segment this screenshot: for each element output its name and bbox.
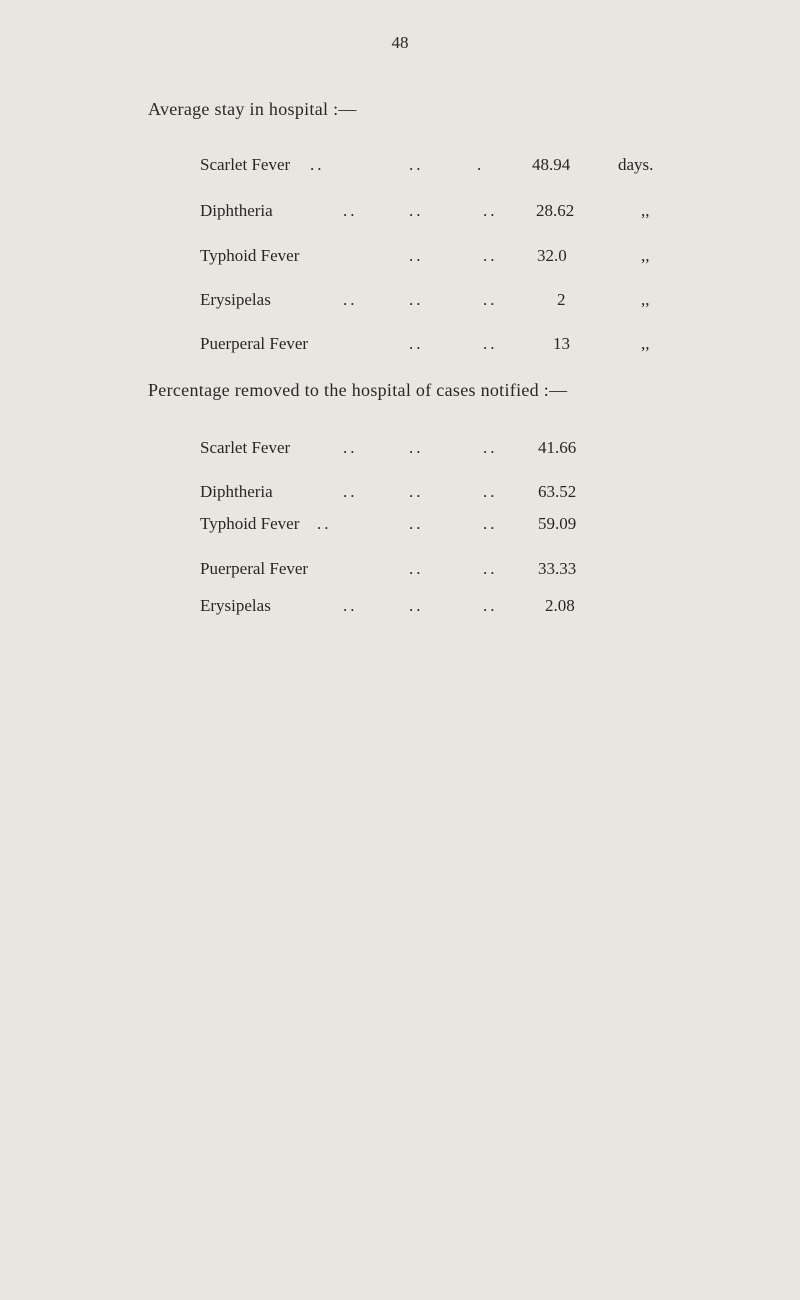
page-number: 48	[391, 33, 409, 52]
leader-dots: ..	[409, 438, 424, 457]
leader-dots: ..	[483, 246, 498, 265]
disease-label: Typhoid Fever	[200, 246, 300, 265]
stay-unit: ,,	[641, 334, 650, 353]
stay-value: 32.0	[537, 246, 567, 265]
leader-dots: ..	[409, 334, 424, 353]
leader-dots: ..	[483, 559, 498, 578]
disease-label: Erysipelas	[200, 290, 271, 309]
leader-dots: ..	[409, 514, 424, 533]
leader-dots: ..	[483, 201, 498, 220]
leader-dots: ..	[409, 482, 424, 501]
disease-label: Typhoid Fever	[200, 514, 300, 533]
disease-label: Puerperal Fever	[200, 559, 309, 578]
leader-dots: ..	[409, 246, 424, 265]
leader-dots: ..	[409, 155, 424, 174]
average-stay-heading: Average stay in hospital :—	[148, 99, 357, 119]
leader-dots: ..	[483, 438, 498, 457]
stay-value: 48.94	[532, 155, 571, 174]
disease-label: Diphtheria	[200, 201, 273, 220]
leader-dots: ..	[343, 201, 358, 220]
leader-dots: ..	[317, 514, 332, 533]
stay-value: 13	[553, 334, 570, 353]
leader-dots: .	[477, 155, 485, 174]
leader-dots: ..	[343, 596, 358, 615]
leader-dots: ..	[483, 334, 498, 353]
leader-dots: ..	[483, 290, 498, 309]
leader-dots: ..	[483, 482, 498, 501]
stay-unit: ,,	[641, 201, 650, 220]
disease-label: Scarlet Fever	[200, 438, 291, 457]
disease-label: Erysipelas	[200, 596, 271, 615]
percentage-value: 41.66	[538, 438, 577, 457]
stay-unit: ,,	[641, 246, 650, 265]
disease-label: Scarlet Fever	[200, 155, 291, 174]
stay-unit: days.	[618, 155, 654, 174]
percentage-value: 63.52	[538, 482, 577, 501]
leader-dots: ..	[409, 201, 424, 220]
leader-dots: ..	[483, 596, 498, 615]
leader-dots: ..	[409, 559, 424, 578]
percentage-value: 2.08	[545, 596, 575, 615]
leader-dots: ..	[310, 155, 325, 174]
stay-value: 2	[557, 290, 566, 309]
stay-value: 28.62	[536, 201, 575, 220]
percentage-value: 33.33	[538, 559, 577, 578]
leader-dots: ..	[343, 438, 358, 457]
leader-dots: ..	[343, 290, 358, 309]
percentage-value: 59.09	[538, 514, 577, 533]
percentage-removed-heading: Percentage removed to the hospital of cases notified :—	[148, 380, 568, 400]
leader-dots: ..	[483, 514, 498, 533]
leader-dots: ..	[409, 596, 424, 615]
disease-label: Puerperal Fever	[200, 334, 309, 353]
disease-label: Diphtheria	[200, 482, 273, 501]
leader-dots: ..	[409, 290, 424, 309]
leader-dots: ..	[343, 482, 358, 501]
stay-unit: ,,	[641, 290, 650, 309]
